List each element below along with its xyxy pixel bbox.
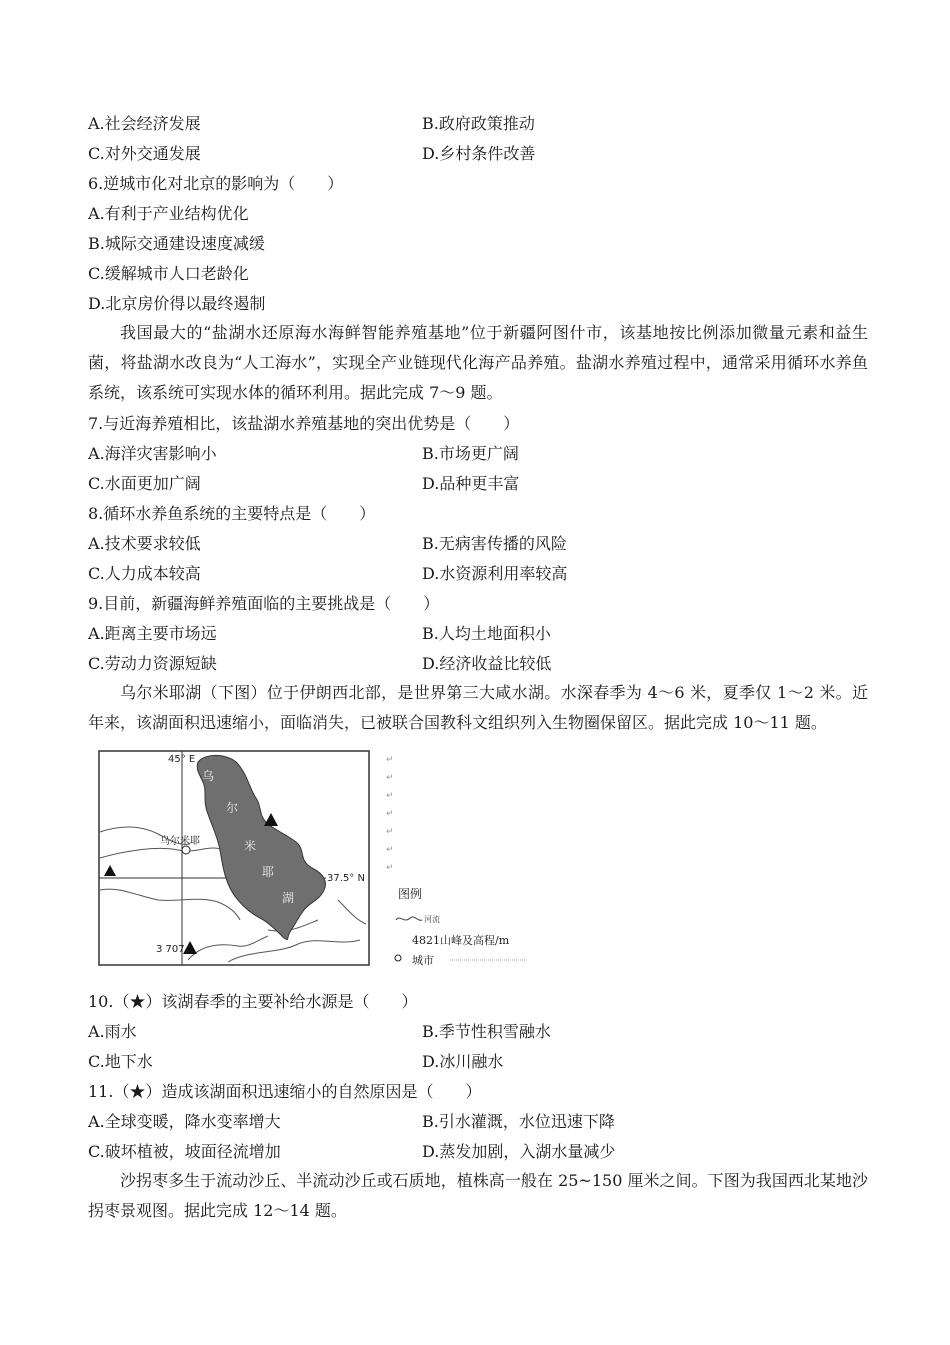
q5-option-b: B.政府政策推动 xyxy=(422,114,535,133)
q8-option-c: C.人力成本较高 xyxy=(88,564,201,583)
svg-text:↵: ↵ xyxy=(386,845,394,855)
legend-river-symbol xyxy=(396,917,422,920)
q11-option-b: B.引水灌溉，水位迅速下降 xyxy=(422,1112,615,1131)
lake-char-1: 乌 xyxy=(202,769,215,783)
q9-option-a: A.距离主要市场远 xyxy=(88,624,217,643)
q8-option-a: A.技术要求较低 xyxy=(88,534,201,553)
lon-label: 45° E xyxy=(168,754,196,765)
svg-text:↵: ↵ xyxy=(386,809,394,819)
return-marks xyxy=(386,755,394,873)
q7-option-b: B.市场更广阔 xyxy=(422,444,519,463)
q10-stem: 10.（★）该湖春季的主要补给水源是（ ） xyxy=(88,992,418,1011)
q9-option-b: B.人均土地面积小 xyxy=(422,624,551,643)
q5-option-c: C.对外交通发展 xyxy=(88,144,201,163)
q7-option-c: C.水面更加广阔 xyxy=(88,474,201,493)
q9-stem: 9.目前，新疆海鲜养殖面临的主要挑战是（ ） xyxy=(88,594,440,613)
q11-option-d: D.蒸发加剧，入湖水量减少 xyxy=(422,1142,616,1161)
q6-option-a: A.有利于产业结构优化 xyxy=(88,204,249,223)
q11-option-a: A.全球变暖，降水变率增大 xyxy=(88,1112,281,1131)
lat-label: 37.5° N xyxy=(327,873,365,884)
svg-text:↵: ↵ xyxy=(386,773,394,783)
svg-text:↵: ↵ xyxy=(386,827,394,837)
q10-option-b: B.季节性积雪融水 xyxy=(422,1022,551,1041)
q9-option-c: C.劳动力资源短缺 xyxy=(88,654,217,673)
q10-option-d: D.冰川融水 xyxy=(422,1052,504,1071)
q6-option-b: B.城际交通建设速度减缓 xyxy=(88,234,265,253)
q11-option-c: C.破坏植被，坡面径流增加 xyxy=(88,1142,281,1161)
legend-title: 图例 xyxy=(398,887,423,901)
peak-label: 3 707 xyxy=(156,944,185,955)
q7-option-d: D.品种更丰富 xyxy=(422,474,520,493)
legend-city-symbol xyxy=(395,955,401,961)
svg-text:↵: ↵ xyxy=(386,791,394,801)
legend-city-label: 城市 xyxy=(412,954,434,967)
q6-option-d: D.北京房价得以最终遏制 xyxy=(88,294,266,313)
q10-option-a: A.雨水 xyxy=(88,1022,137,1041)
lake-char-2: 尔 xyxy=(226,801,239,815)
q6-option-c: C.缓解城市人口老龄化 xyxy=(88,264,249,283)
city-symbol xyxy=(182,846,190,854)
lake-char-5: 湖 xyxy=(282,891,295,905)
q8-option-d: D.水资源利用率较高 xyxy=(422,564,568,583)
q8-option-b: B.无病害传播的风险 xyxy=(422,534,567,553)
lake-char-3: 米 xyxy=(244,839,257,853)
q6-stem: 6.逆城市化对北京的影响为（ ） xyxy=(88,174,344,193)
q5-option-a: A.社会经济发展 xyxy=(88,114,201,133)
svg-text:↵: ↵ xyxy=(386,755,394,765)
legend-peak-label: 4821山峰及高程/m xyxy=(412,934,510,947)
svg-text:↵: ↵ xyxy=(386,863,394,873)
passage-10-11: 乌尔米耶湖（下图）位于伊朗西北部，是世界第三大咸水湖。水深春季为 4～6 米，夏季仅 1～2 米。近年来，该湖面积迅速缩小，面临消失，已被联合国教科文组织列入生物圈保留区。据此完成 10～11 题。 xyxy=(88,683,868,732)
q10-option-c: C.地下水 xyxy=(88,1052,153,1071)
legend-river-label: 河流 xyxy=(424,915,440,924)
q8-stem: 8.循环水养鱼系统的主要特点是（ ） xyxy=(88,504,376,523)
q11-stem: 11.（★）造成该湖面积迅速缩小的自然原因是（ ） xyxy=(88,1082,482,1101)
lake-urmia-map xyxy=(98,750,538,972)
passage-12-14: 沙拐枣多生于流动沙丘、半流动沙丘或石质地，植株高一般在 25~150 厘米之间。下图为我国西北某地沙拐枣景观图。据此完成 12～14 题。 xyxy=(88,1171,868,1220)
q9-option-d: D.经济收益比较低 xyxy=(422,654,552,673)
lake-char-4: 耶 xyxy=(262,865,275,879)
passage-7-9: 我国最大的“盐湖水还原海水海鲜智能养殖基地”位于新疆阿图什市，该基地按比例添加微量元素和益生菌，将盐湖水改良为“人工海水”，实现全产业链现代化海产品养殖。盐湖水养殖过程中，通常采用循环水养鱼系统，该系统可实现水体的循环利用。据此完成 7～9 题。 xyxy=(88,323,868,402)
q7-stem: 7.与近海养殖相比，该盐湖水养殖基地的突出优势是（ ） xyxy=(88,414,520,433)
q7-option-a: A.海洋灾害影响小 xyxy=(88,444,217,463)
city-label: 乌尔米耶 xyxy=(160,836,200,847)
q5-option-d: D.乡村条件改善 xyxy=(422,144,536,163)
